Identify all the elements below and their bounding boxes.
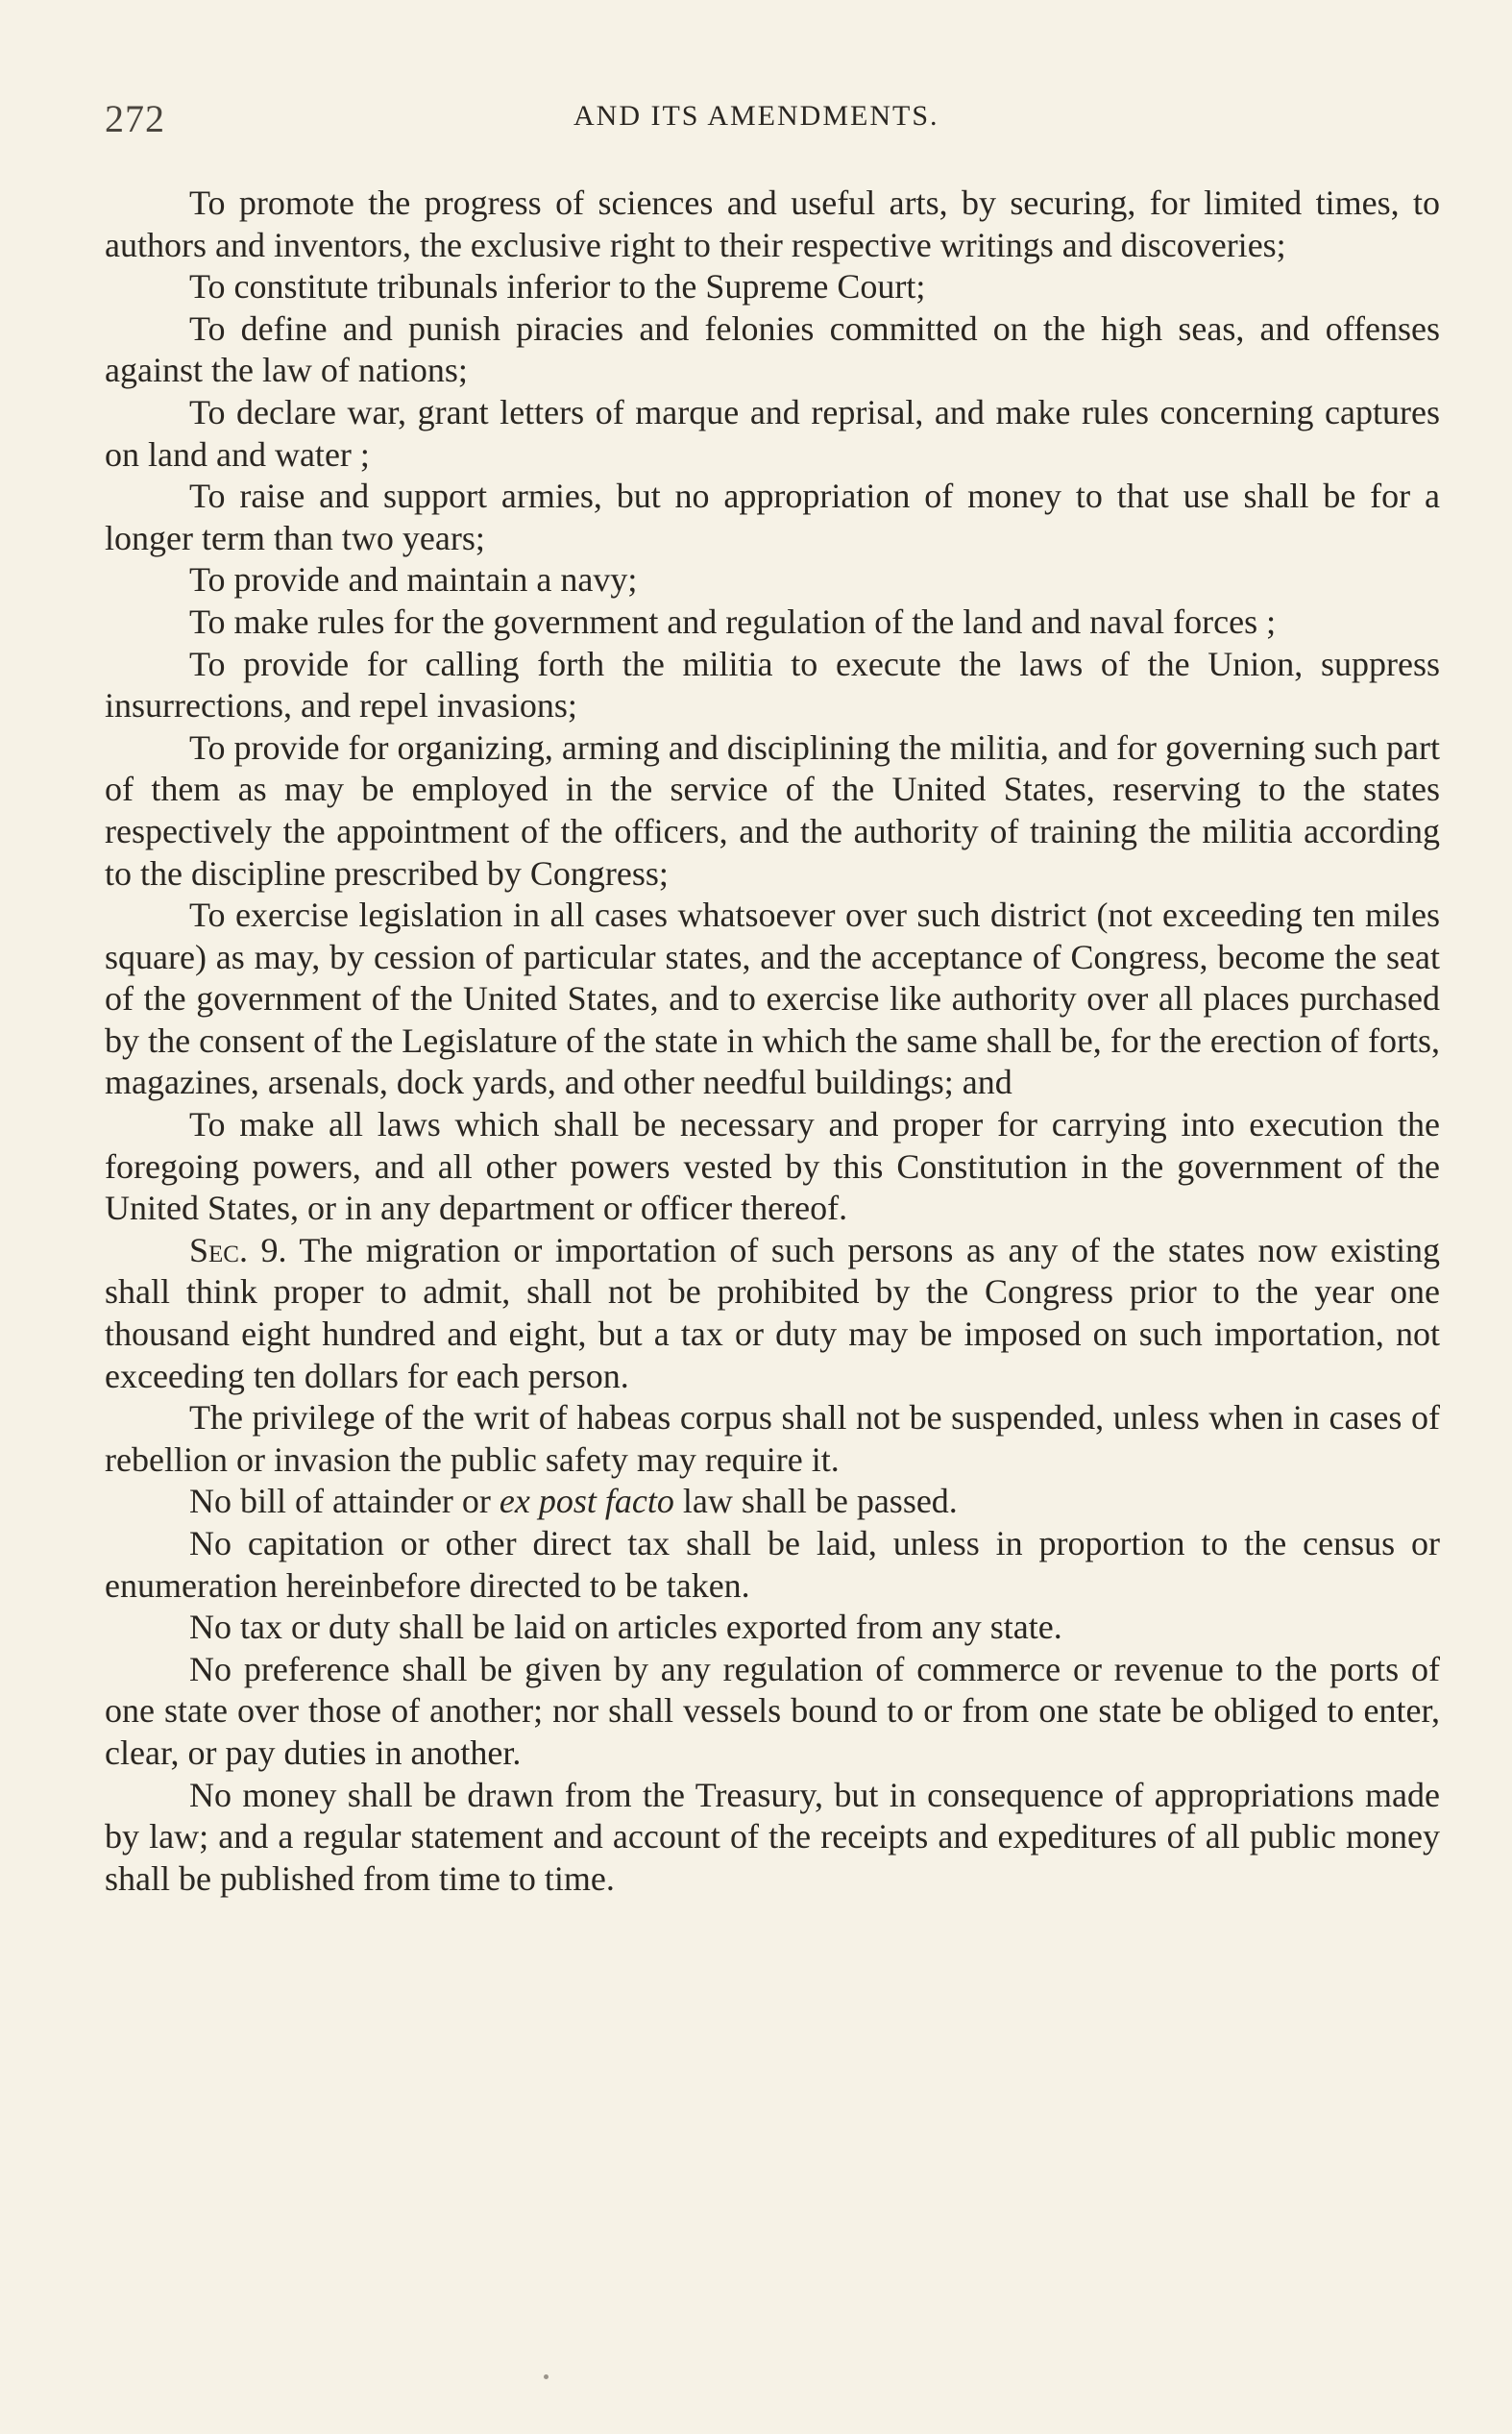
- paragraph-declare-war: To declare war, grant letters of marque and reprisal, and make rules concerning captures on land and water ;: [105, 392, 1440, 474]
- ex-post-facto-phrase: ex post facto: [499, 1482, 674, 1521]
- paragraph-commerce-preference: No preference shall be given by any regulation of commerce or revenue to the ports of one state over those of another; nor shall vessels bound to or from one state be obliged to enter, clear, or pay duties in another.: [105, 1649, 1440, 1772]
- paragraph-capitation-tax: No capitation or other direct tax shall be laid, unless in proportion to the census or enumeration hereinbefore directed to be taken.: [105, 1524, 1440, 1605]
- page-number: 272: [105, 97, 165, 140]
- paragraph-section-9: [105, 1230, 1440, 1397]
- paragraph-promote-progress: To promote the progress of sciences and useful arts, by securing, for limited times, to authors and inventors, the exclusive right to their respective writings and discoveries;: [105, 184, 1440, 264]
- paragraph-organizing-militia: To provide for organizing, arming and disciplining the militia, and for governing such part of them as may be employed in the service of the United States, reserving to the states respectively the appointment of the officers, and the authority of training the militia according to the discipline prescribed by Congress;: [105, 727, 1440, 893]
- paragraph-raise-armies: To raise and support armies, but no appropriation of money to that use shall be for a longer term than two years;: [105, 477, 1440, 557]
- paragraph-calling-militia: To provide for calling forth the militia to execute the laws of the Union, suppress insurrections, and repel invasions;: [105, 644, 1440, 725]
- paragraph-navy: To provide and maintain a navy;: [189, 560, 638, 600]
- paragraph-exclusive-legislation: To exercise legislation in all cases whatsoever over such district (not exceeding ten miles square) as may, by cession of particular states, and the acceptance of Congress, become the seat of the government of the United States, and to exercise like authority over all places purchased by the consent of the Legislature of the state in which the same shall be, for the erection of forts, magazines, arsenals, dock yards, and other needful buildings; and: [105, 896, 1440, 1102]
- running-head: AND ITS AMENDMENTS.: [573, 100, 939, 132]
- ink-speck: [544, 2374, 549, 2379]
- section-label: Sec. 9.: [189, 1230, 287, 1269]
- page-header: [105, 96, 1440, 144]
- paragraph-piracies: To define and punish piracies and felonies committed on the high seas, and offenses against the law of nations;: [105, 308, 1440, 390]
- paragraph-necessary-proper: To make all laws which shall be necessary and proper for carrying into execution the foregoing powers, and all other powers vested by this Constitution in the government of the United States, or in any department or officer thereof.: [105, 1105, 1440, 1228]
- attainder-text-before: No bill of attainder or: [189, 1482, 500, 1521]
- paragraph-tribunals: To constitute tribunals inferior to the Supreme Court;: [189, 267, 926, 307]
- paragraph-land-naval-forces: To make rules for the government and regulation of the land and naval forces ;: [189, 602, 1277, 641]
- section-9-text: The migration or importation of such persons as any of the states now existing shall think proper to admit, shall not be prohibited by the Congress prior to the year one thousand eight hundred and eight, but a tax or duty may be imposed on such importation, not exceeding ten dollars for each person.: [105, 1230, 1441, 1395]
- body-text: [105, 183, 1440, 1900]
- paragraph-attainder: [105, 1481, 1440, 1523]
- paragraph-export-tax: No tax or duty shall be laid on articles exported from any state.: [189, 1608, 1062, 1647]
- paragraph-treasury: No money shall be drawn from the Treasury, but in consequence of appropriations made by law; and a regular statement and account of the receipts and expeditures of all public money shall be published from time to time.: [105, 1775, 1440, 1898]
- attainder-text-after: law shall be passed.: [673, 1482, 958, 1521]
- paragraph-habeas-corpus: The privilege of the writ of habeas corpus shall not be suspended, unless when in cases of rebellion or invasion the public safety may require it.: [105, 1398, 1440, 1479]
